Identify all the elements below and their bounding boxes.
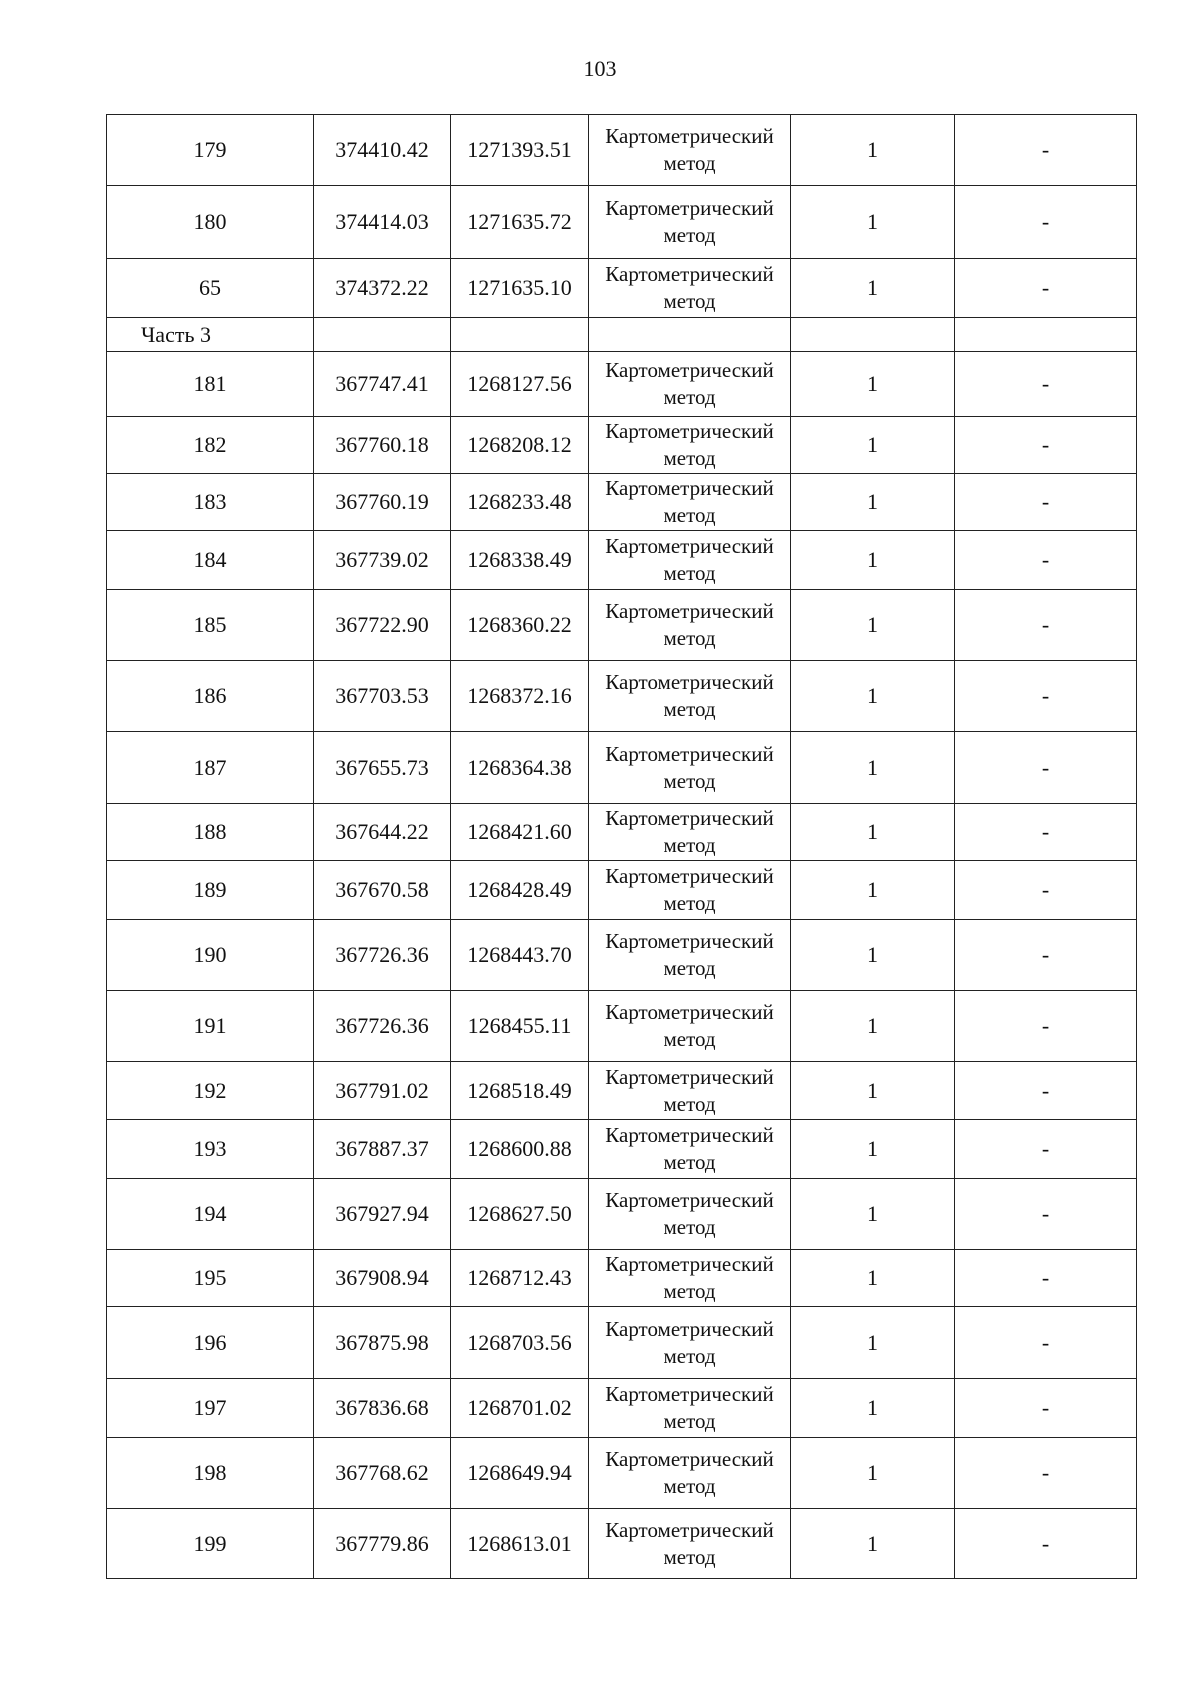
table-row <box>107 1062 1137 1120</box>
accuracy-cell: 1 <box>791 732 955 804</box>
x-coordinate-cell: 367779.86 <box>314 1509 451 1579</box>
section-label: Часть 3 <box>107 318 314 352</box>
page-number: 103 <box>583 56 617 81</box>
empty-cell <box>791 318 955 352</box>
table-row <box>107 732 1137 804</box>
x-coordinate-cell: 367747.41 <box>314 352 451 417</box>
point-number-cell: 196 <box>107 1307 314 1379</box>
point-number-cell: 180 <box>107 186 314 259</box>
note-cell: - <box>955 661 1137 732</box>
accuracy-cell: 1 <box>791 1120 955 1179</box>
accuracy-cell: 1 <box>791 186 955 259</box>
point-number-cell: 186 <box>107 661 314 732</box>
note-cell: - <box>955 474 1137 531</box>
x-coordinate-cell: 367670.58 <box>314 861 451 920</box>
accuracy-cell: 1 <box>791 1509 955 1579</box>
point-number-cell: 199 <box>107 1509 314 1579</box>
table-row <box>107 1179 1137 1250</box>
accuracy-cell: 1 <box>791 417 955 474</box>
table-row <box>107 1120 1137 1179</box>
table-row <box>107 1307 1137 1379</box>
y-coordinate-cell: 1271635.10 <box>451 259 589 318</box>
point-number-cell: 194 <box>107 1179 314 1250</box>
table-row <box>107 1379 1137 1438</box>
table-row <box>107 115 1137 186</box>
note-cell: - <box>955 920 1137 991</box>
accuracy-cell: 1 <box>791 1250 955 1307</box>
x-coordinate-cell: 367887.37 <box>314 1120 451 1179</box>
accuracy-cell: 1 <box>791 661 955 732</box>
accuracy-cell: 1 <box>791 259 955 318</box>
method-cell: Картометрический метод <box>589 115 791 186</box>
y-coordinate-cell: 1268208.12 <box>451 417 589 474</box>
x-coordinate-cell: 367739.02 <box>314 531 451 590</box>
method-cell: Картометрический метод <box>589 1179 791 1250</box>
point-number-cell: 190 <box>107 920 314 991</box>
method-cell: Картометрический метод <box>589 920 791 991</box>
table-row <box>107 861 1137 920</box>
x-coordinate-cell: 367726.36 <box>314 991 451 1062</box>
table-row <box>107 991 1137 1062</box>
table-row <box>107 1438 1137 1509</box>
point-number-cell: 181 <box>107 352 314 417</box>
note-cell: - <box>955 804 1137 861</box>
note-cell: - <box>955 732 1137 804</box>
x-coordinate-cell: 367927.94 <box>314 1179 451 1250</box>
y-coordinate-cell: 1268712.43 <box>451 1250 589 1307</box>
method-cell: Картометрический метод <box>589 1379 791 1438</box>
note-cell: - <box>955 861 1137 920</box>
coordinates-table <box>106 114 1137 1579</box>
y-coordinate-cell: 1271393.51 <box>451 115 589 186</box>
section-row <box>107 318 1137 352</box>
x-coordinate-cell: 367655.73 <box>314 732 451 804</box>
accuracy-cell: 1 <box>791 1062 955 1120</box>
note-cell: - <box>955 1062 1137 1120</box>
x-coordinate-cell: 367644.22 <box>314 804 451 861</box>
method-cell: Картометрический метод <box>589 861 791 920</box>
point-number-cell: 184 <box>107 531 314 590</box>
accuracy-cell: 1 <box>791 115 955 186</box>
y-coordinate-cell: 1268518.49 <box>451 1062 589 1120</box>
method-cell: Картометрический метод <box>589 186 791 259</box>
x-coordinate-cell: 367760.19 <box>314 474 451 531</box>
point-number-cell: 179 <box>107 115 314 186</box>
note-cell: - <box>955 1307 1137 1379</box>
point-number-cell: 193 <box>107 1120 314 1179</box>
method-cell: Картометрический метод <box>589 804 791 861</box>
y-coordinate-cell: 1268703.56 <box>451 1307 589 1379</box>
x-coordinate-cell: 374372.22 <box>314 259 451 318</box>
table-row <box>107 661 1137 732</box>
accuracy-cell: 1 <box>791 1379 955 1438</box>
point-number-cell: 182 <box>107 417 314 474</box>
note-cell: - <box>955 1438 1137 1509</box>
x-coordinate-cell: 367875.98 <box>314 1307 451 1379</box>
table-row <box>107 1509 1137 1579</box>
method-cell: Картометрический метод <box>589 661 791 732</box>
accuracy-cell: 1 <box>791 804 955 861</box>
x-coordinate-cell: 367791.02 <box>314 1062 451 1120</box>
method-cell: Картометрический метод <box>589 991 791 1062</box>
accuracy-cell: 1 <box>791 1307 955 1379</box>
method-cell: Картометрический метод <box>589 352 791 417</box>
table-row <box>107 474 1137 531</box>
note-cell: - <box>955 115 1137 186</box>
point-number-cell: 191 <box>107 991 314 1062</box>
method-cell: Картометрический метод <box>589 417 791 474</box>
empty-cell <box>955 318 1137 352</box>
accuracy-cell: 1 <box>791 352 955 417</box>
table-row <box>107 590 1137 661</box>
note-cell: - <box>955 531 1137 590</box>
x-coordinate-cell: 367836.68 <box>314 1379 451 1438</box>
y-coordinate-cell: 1268455.11 <box>451 991 589 1062</box>
note-cell: - <box>955 417 1137 474</box>
point-number-cell: 192 <box>107 1062 314 1120</box>
accuracy-cell: 1 <box>791 991 955 1062</box>
point-number-cell: 197 <box>107 1379 314 1438</box>
x-coordinate-cell: 374410.42 <box>314 115 451 186</box>
point-number-cell: 187 <box>107 732 314 804</box>
method-cell: Картометрический метод <box>589 474 791 531</box>
accuracy-cell: 1 <box>791 590 955 661</box>
x-coordinate-cell: 374414.03 <box>314 186 451 259</box>
table-row <box>107 1250 1137 1307</box>
y-coordinate-cell: 1268443.70 <box>451 920 589 991</box>
point-number-cell: 198 <box>107 1438 314 1509</box>
table-row <box>107 186 1137 259</box>
note-cell: - <box>955 991 1137 1062</box>
coordinates-table-body <box>107 115 1137 1579</box>
x-coordinate-cell: 367703.53 <box>314 661 451 732</box>
point-number-cell: 185 <box>107 590 314 661</box>
table-row <box>107 352 1137 417</box>
y-coordinate-cell: 1268127.56 <box>451 352 589 417</box>
method-cell: Картометрический метод <box>589 1509 791 1579</box>
note-cell: - <box>955 1179 1137 1250</box>
y-coordinate-cell: 1268428.49 <box>451 861 589 920</box>
note-cell: - <box>955 1120 1137 1179</box>
method-cell: Картометрический метод <box>589 732 791 804</box>
point-number-cell: 65 <box>107 259 314 318</box>
table-row <box>107 531 1137 590</box>
accuracy-cell: 1 <box>791 474 955 531</box>
method-cell: Картометрический метод <box>589 1250 791 1307</box>
y-coordinate-cell: 1268627.50 <box>451 1179 589 1250</box>
y-coordinate-cell: 1268364.38 <box>451 732 589 804</box>
y-coordinate-cell: 1268421.60 <box>451 804 589 861</box>
note-cell: - <box>955 186 1137 259</box>
point-number-cell: 189 <box>107 861 314 920</box>
y-coordinate-cell: 1268372.16 <box>451 661 589 732</box>
y-coordinate-cell: 1268338.49 <box>451 531 589 590</box>
accuracy-cell: 1 <box>791 1179 955 1250</box>
accuracy-cell: 1 <box>791 1438 955 1509</box>
y-coordinate-cell: 1268233.48 <box>451 474 589 531</box>
empty-cell <box>451 318 589 352</box>
y-coordinate-cell: 1271635.72 <box>451 186 589 259</box>
method-cell: Картометрический метод <box>589 1438 791 1509</box>
x-coordinate-cell: 367908.94 <box>314 1250 451 1307</box>
x-coordinate-cell: 367722.90 <box>314 590 451 661</box>
table-row <box>107 259 1137 318</box>
note-cell: - <box>955 1379 1137 1438</box>
x-coordinate-cell: 367768.62 <box>314 1438 451 1509</box>
point-number-cell: 195 <box>107 1250 314 1307</box>
y-coordinate-cell: 1268613.01 <box>451 1509 589 1579</box>
empty-cell <box>589 318 791 352</box>
method-cell: Картометрический метод <box>589 531 791 590</box>
table-row <box>107 417 1137 474</box>
empty-cell <box>314 318 451 352</box>
y-coordinate-cell: 1268360.22 <box>451 590 589 661</box>
x-coordinate-cell: 367726.36 <box>314 920 451 991</box>
y-coordinate-cell: 1268701.02 <box>451 1379 589 1438</box>
point-number-cell: 188 <box>107 804 314 861</box>
note-cell: - <box>955 1509 1137 1579</box>
accuracy-cell: 1 <box>791 861 955 920</box>
point-number-cell: 183 <box>107 474 314 531</box>
method-cell: Картометрический метод <box>589 590 791 661</box>
method-cell: Картометрический метод <box>589 1062 791 1120</box>
note-cell: - <box>955 1250 1137 1307</box>
table-row <box>107 804 1137 861</box>
note-cell: - <box>955 259 1137 318</box>
method-cell: Картометрический метод <box>589 1120 791 1179</box>
y-coordinate-cell: 1268649.94 <box>451 1438 589 1509</box>
accuracy-cell: 1 <box>791 920 955 991</box>
table-row <box>107 920 1137 991</box>
note-cell: - <box>955 590 1137 661</box>
note-cell: - <box>955 352 1137 417</box>
accuracy-cell: 1 <box>791 531 955 590</box>
x-coordinate-cell: 367760.18 <box>314 417 451 474</box>
method-cell: Картометрический метод <box>589 259 791 318</box>
method-cell: Картометрический метод <box>589 1307 791 1379</box>
y-coordinate-cell: 1268600.88 <box>451 1120 589 1179</box>
